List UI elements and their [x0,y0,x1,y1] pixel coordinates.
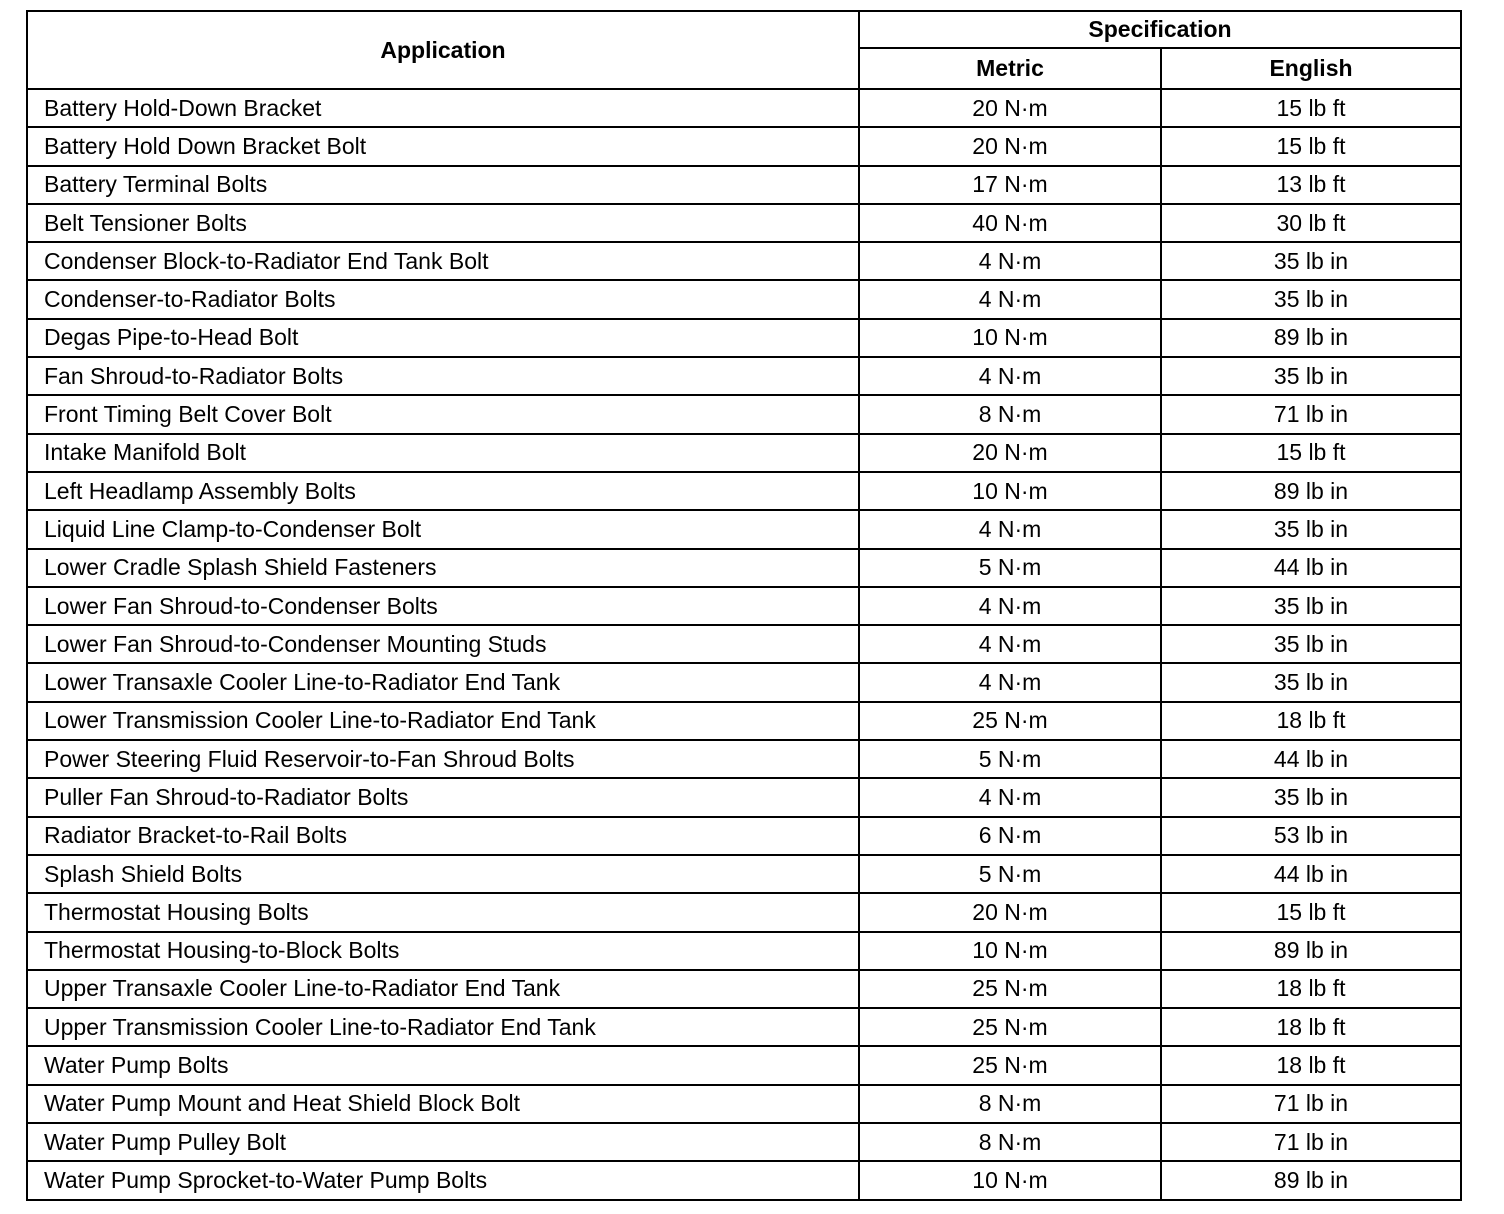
english-cell: 35 lb in [1161,625,1461,663]
metric-cell: 25 N·m [859,970,1161,1008]
english-cell: 44 lb in [1161,740,1461,778]
application-cell: Water Pump Sprocket-to-Water Pump Bolts [27,1161,859,1199]
table-row [27,778,1461,816]
english-cell: 15 lb ft [1161,434,1461,472]
application-cell: Lower Cradle Splash Shield Fasteners [27,549,859,587]
table-row [27,434,1461,472]
english-cell: 35 lb in [1161,510,1461,548]
english-cell: 15 lb ft [1161,127,1461,165]
english-cell: 71 lb in [1161,1123,1461,1161]
metric-cell: 4 N·m [859,280,1161,318]
table-row [27,357,1461,395]
metric-cell: 5 N·m [859,549,1161,587]
table-row [27,89,1461,127]
english-cell: 18 lb ft [1161,970,1461,1008]
metric-cell: 4 N·m [859,242,1161,280]
header-application: Application [27,11,859,89]
metric-cell: 8 N·m [859,1123,1161,1161]
english-cell: 35 lb in [1161,587,1461,625]
metric-cell: 4 N·m [859,625,1161,663]
english-cell: 35 lb in [1161,242,1461,280]
english-cell: 53 lb in [1161,817,1461,855]
header-english: English [1161,48,1461,89]
english-cell: 18 lb ft [1161,702,1461,740]
table-row [27,817,1461,855]
metric-cell: 4 N·m [859,510,1161,548]
table-row [27,702,1461,740]
table-row [27,395,1461,433]
application-cell: Water Pump Pulley Bolt [27,1123,859,1161]
application-cell: Belt Tensioner Bolts [27,204,859,242]
application-cell: Intake Manifold Bolt [27,434,859,472]
metric-cell: 4 N·m [859,587,1161,625]
table-row [27,970,1461,1008]
table-row [27,242,1461,280]
table-row [27,932,1461,970]
table-row [27,127,1461,165]
metric-cell: 25 N·m [859,1046,1161,1084]
table-row [27,1046,1461,1084]
metric-cell: 25 N·m [859,1008,1161,1046]
english-cell: 71 lb in [1161,1085,1461,1123]
metric-cell: 6 N·m [859,817,1161,855]
metric-cell: 20 N·m [859,893,1161,931]
metric-cell: 5 N·m [859,740,1161,778]
application-cell: Lower Fan Shroud-to-Condenser Bolts [27,587,859,625]
application-cell: Radiator Bracket-to-Rail Bolts [27,817,859,855]
english-cell: 89 lb in [1161,1161,1461,1199]
application-cell: Lower Transaxle Cooler Line-to-Radiator End Tank [27,663,859,701]
table-row [27,663,1461,701]
table-row [27,166,1461,204]
metric-cell: 4 N·m [859,663,1161,701]
english-cell: 35 lb in [1161,778,1461,816]
application-cell: Fan Shroud-to-Radiator Bolts [27,357,859,395]
metric-cell: 8 N·m [859,395,1161,433]
english-cell: 35 lb in [1161,280,1461,318]
application-cell: Splash Shield Bolts [27,855,859,893]
metric-cell: 17 N·m [859,166,1161,204]
application-cell: Upper Transmission Cooler Line-to-Radiator End Tank [27,1008,859,1046]
metric-cell: 10 N·m [859,472,1161,510]
table-row [27,280,1461,318]
english-cell: 89 lb in [1161,472,1461,510]
metric-cell: 10 N·m [859,1161,1161,1199]
table-row [27,510,1461,548]
application-cell: Condenser-to-Radiator Bolts [27,280,859,318]
application-cell: Lower Transmission Cooler Line-to-Radiator End Tank [27,702,859,740]
english-cell: 35 lb in [1161,357,1461,395]
metric-cell: 20 N·m [859,127,1161,165]
application-cell: Thermostat Housing-to-Block Bolts [27,932,859,970]
application-cell: Puller Fan Shroud-to-Radiator Bolts [27,778,859,816]
metric-cell: 20 N·m [859,434,1161,472]
metric-cell: 20 N·m [859,89,1161,127]
table-row [27,1085,1461,1123]
english-cell: 13 lb ft [1161,166,1461,204]
application-cell: Front Timing Belt Cover Bolt [27,395,859,433]
table-row [27,893,1461,931]
table-row [27,472,1461,510]
application-cell: Liquid Line Clamp-to-Condenser Bolt [27,510,859,548]
metric-cell: 10 N·m [859,319,1161,357]
application-cell: Battery Hold Down Bracket Bolt [27,127,859,165]
header-specification: Specification [859,11,1461,48]
table-row [27,204,1461,242]
english-cell: 15 lb ft [1161,89,1461,127]
table-row [27,1008,1461,1046]
english-cell: 18 lb ft [1161,1008,1461,1046]
table-row [27,319,1461,357]
metric-cell: 4 N·m [859,357,1161,395]
metric-cell: 10 N·m [859,932,1161,970]
table-row [27,549,1461,587]
table-row [27,625,1461,663]
metric-cell: 8 N·m [859,1085,1161,1123]
application-cell: Water Pump Mount and Heat Shield Block Bolt [27,1085,859,1123]
application-cell: Left Headlamp Assembly Bolts [27,472,859,510]
english-cell: 44 lb in [1161,855,1461,893]
application-cell: Water Pump Bolts [27,1046,859,1084]
metric-cell: 5 N·m [859,855,1161,893]
table-row [27,740,1461,778]
english-cell: 30 lb ft [1161,204,1461,242]
english-cell: 89 lb in [1161,319,1461,357]
metric-cell: 40 N·m [859,204,1161,242]
english-cell: 35 lb in [1161,663,1461,701]
table-row [27,587,1461,625]
application-cell: Thermostat Housing Bolts [27,893,859,931]
english-cell: 44 lb in [1161,549,1461,587]
english-cell: 15 lb ft [1161,893,1461,931]
application-cell: Condenser Block-to-Radiator End Tank Bolt [27,242,859,280]
table-row [27,1161,1461,1199]
torque-spec-table [26,10,1462,1201]
spec-table-body [27,89,1461,1200]
english-cell: 71 lb in [1161,395,1461,433]
application-cell: Upper Transaxle Cooler Line-to-Radiator End Tank [27,970,859,1008]
application-cell: Battery Terminal Bolts [27,166,859,204]
application-cell: Lower Fan Shroud-to-Condenser Mounting Studs [27,625,859,663]
header-metric: Metric [859,48,1161,89]
application-cell: Power Steering Fluid Reservoir-to-Fan Shroud Bolts [27,740,859,778]
application-cell: Battery Hold-Down Bracket [27,89,859,127]
table-row [27,855,1461,893]
english-cell: 18 lb ft [1161,1046,1461,1084]
table-row [27,1123,1461,1161]
metric-cell: 4 N·m [859,778,1161,816]
application-cell: Degas Pipe-to-Head Bolt [27,319,859,357]
metric-cell: 25 N·m [859,702,1161,740]
english-cell: 89 lb in [1161,932,1461,970]
